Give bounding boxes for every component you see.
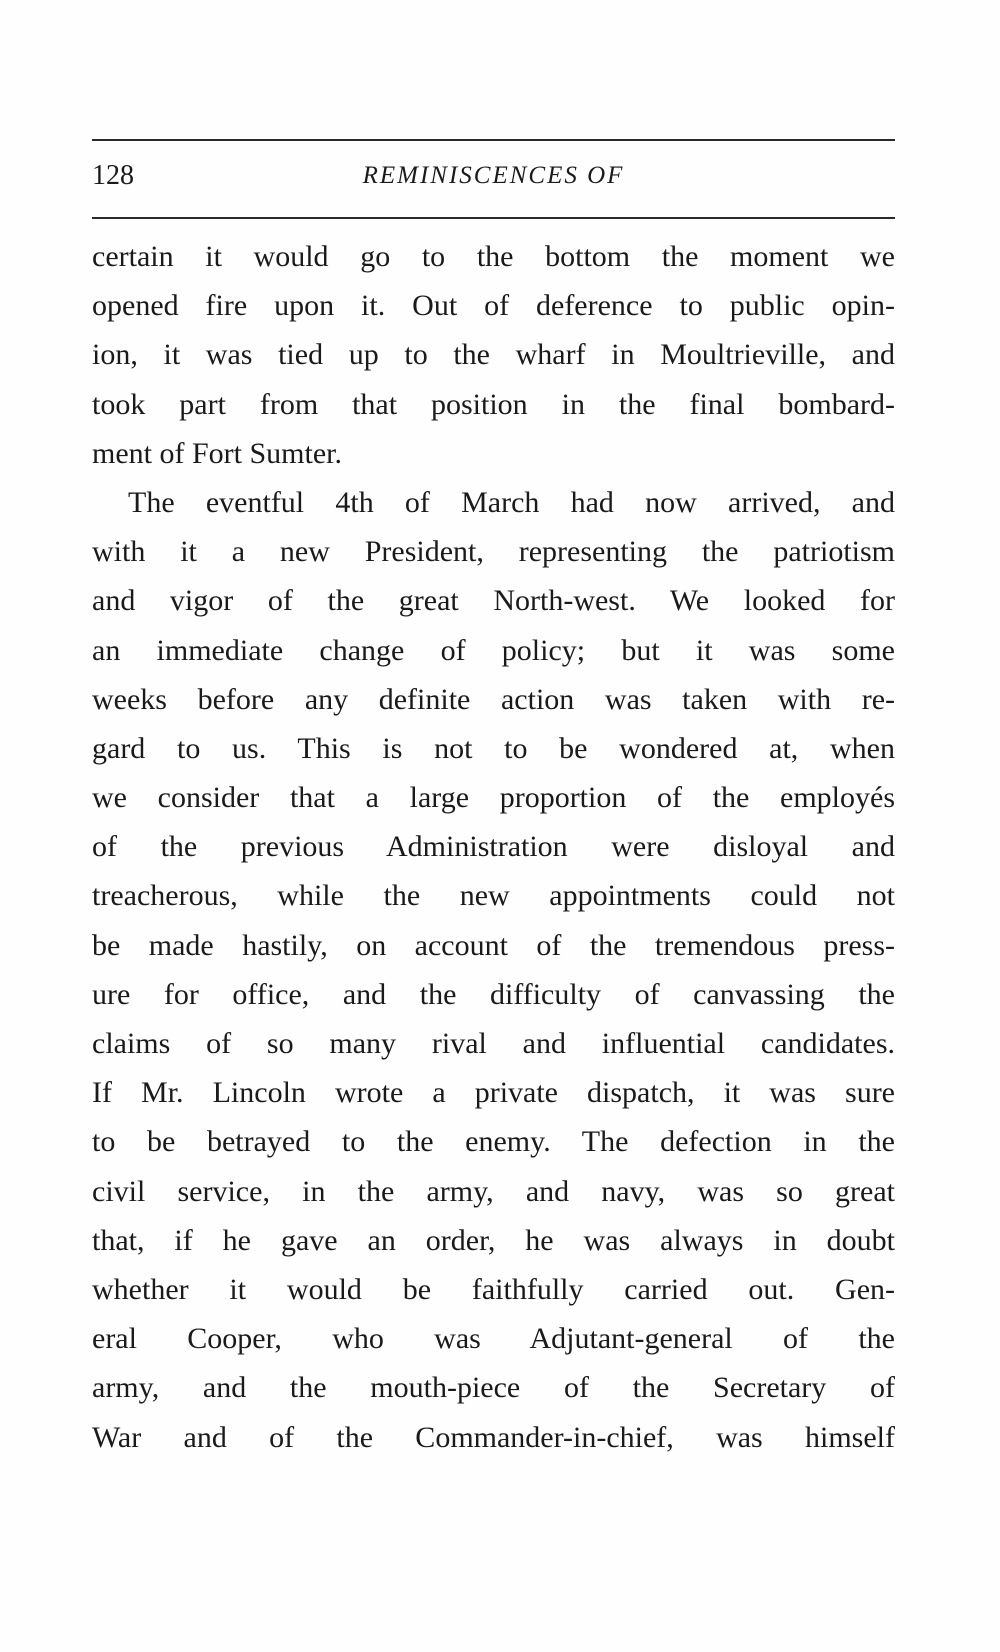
text-line: certain it would go to the bottom the moment we <box>92 240 895 273</box>
text-line: civil service, in the army, and navy, was so great <box>92 1174 895 1208</box>
text-line: ment of Fort Sumter. <box>92 436 342 470</box>
text-line: War and of the Commander-in-chief, was himself <box>92 1420 895 1454</box>
text-line: eral Cooper, who was Adjutant-general of the <box>92 1322 895 1356</box>
text-line: If Mr. Lincoln wrote a private dispatch, it was sure <box>92 1076 895 1110</box>
text-line: army, and the mouth-piece of the Secretary of <box>92 1371 895 1405</box>
text-line: be made hastily, on account of the tremendous press- <box>92 928 895 962</box>
text-line: of the previous Administration were disloyal and <box>92 830 895 864</box>
text-line: ion, it was tied up to the wharf in Moultrieville, and <box>92 338 895 372</box>
header-rule-bottom <box>92 217 895 219</box>
text-line: an immediate change of policy; but it was some <box>92 633 895 667</box>
text-line: claims of so many rival and influential candidates. <box>92 1027 895 1060</box>
text-line: we consider that a large proportion of the employés <box>92 781 895 815</box>
page-header <box>92 158 895 198</box>
text-line: took part from that position in the final bombard- <box>92 387 895 421</box>
text-line: opened fire upon it. Out of deference to public opin- <box>92 289 895 323</box>
text-line: gard to us. This is not to be wondered at, when <box>92 731 895 765</box>
text-line: ure for office, and the difficulty of canvassing the <box>92 977 895 1011</box>
body-text <box>92 232 895 1462</box>
text-line: weeks before any definite action was taken with re- <box>92 682 895 716</box>
text-line: that, if he gave an order, he was always in doubt <box>92 1223 895 1257</box>
text-line: with it a new President, representing the patriotism <box>92 535 895 569</box>
text-line: whether it would be faithfully carried out. Gen- <box>92 1272 895 1306</box>
text-line: to be betrayed to the enemy. The defection in the <box>92 1125 895 1159</box>
page-number: 128 <box>92 160 134 191</box>
text-line: and vigor of the great North-west. We looked for <box>92 584 895 618</box>
text-line: The eventful 4th of March had now arrived, and <box>128 485 895 519</box>
text-line: treacherous, while the new appointments could not <box>92 879 895 913</box>
header-rule-top <box>92 139 895 141</box>
running-head: REMINISCENCES OF <box>362 162 625 189</box>
